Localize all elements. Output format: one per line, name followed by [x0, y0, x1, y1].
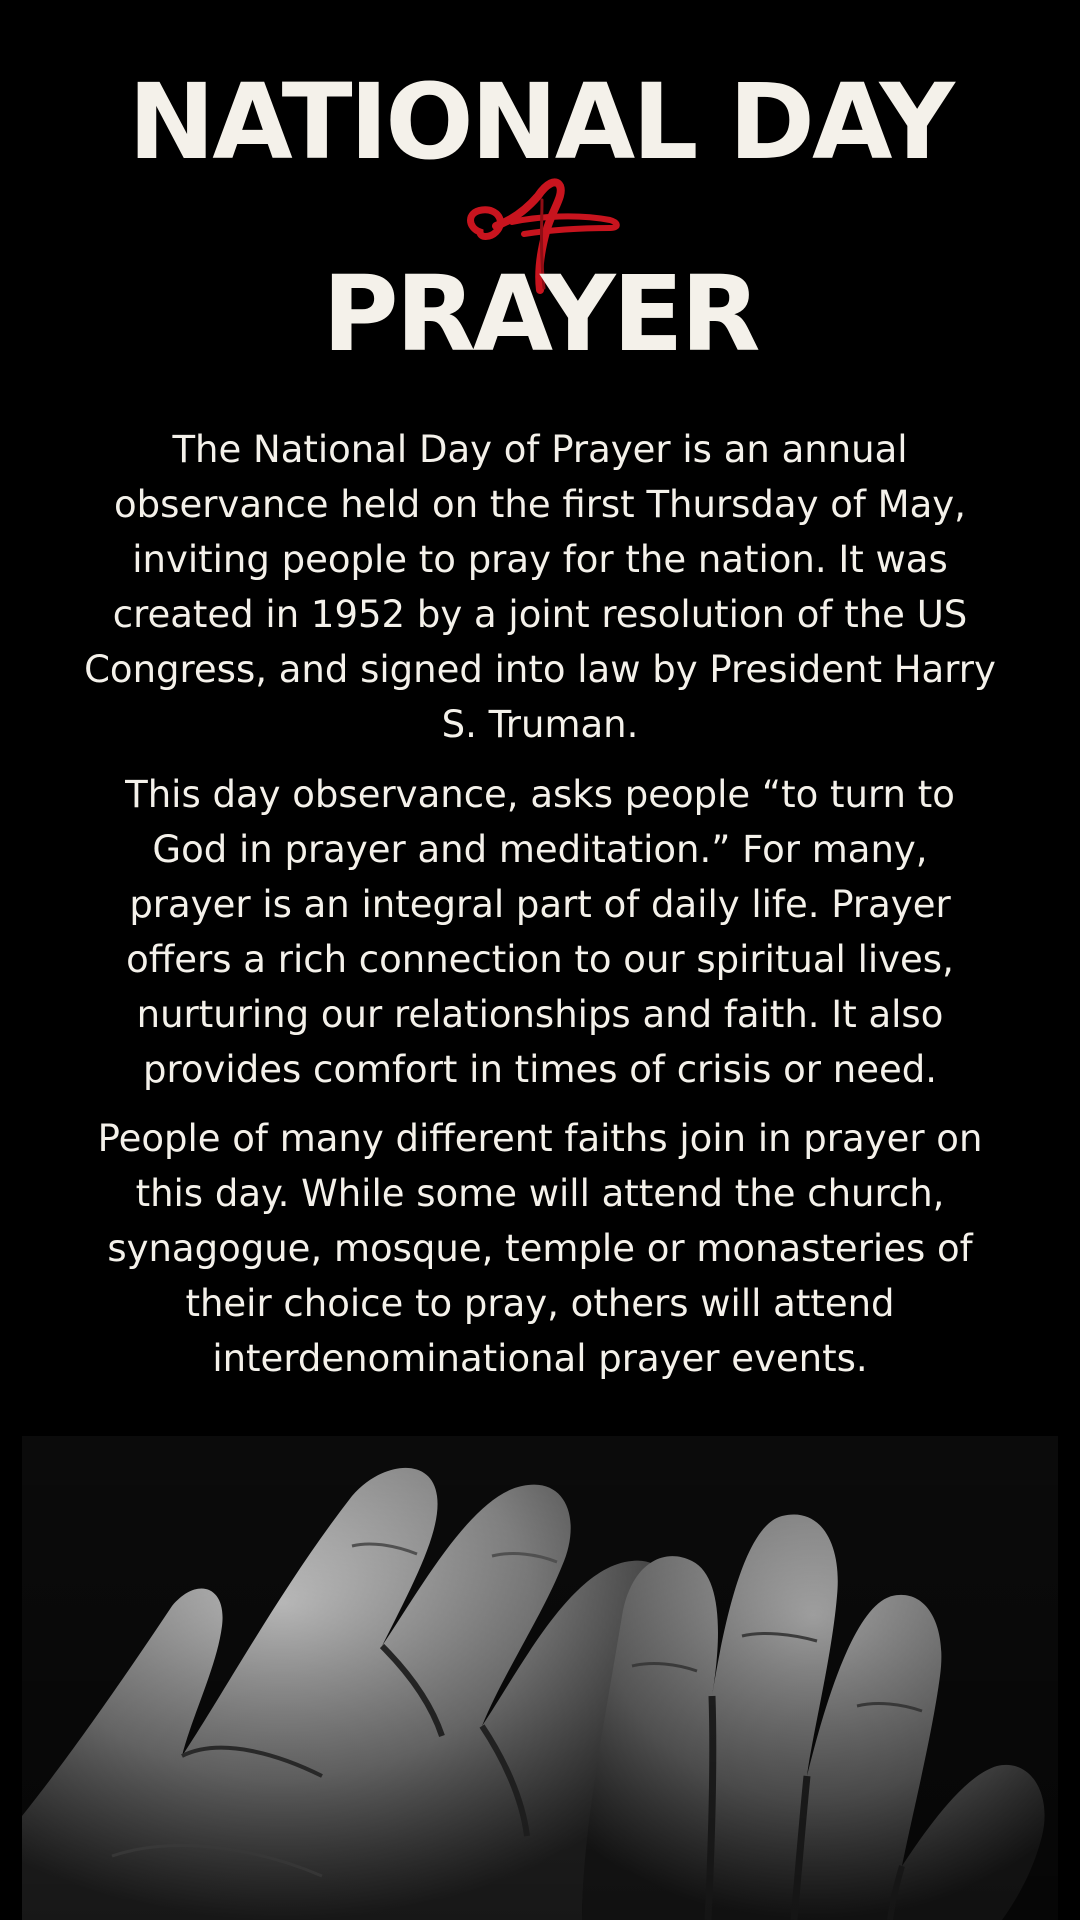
hands-icon: [22, 1436, 1058, 1920]
title-line-2: PRAYER: [322, 253, 758, 375]
praying-hands-photo: [22, 1436, 1058, 1920]
paragraph-observance: This day observance, asks people “to turn to God in prayer and meditation.” For many, prayer is an integral part of daily life. Prayer offers a rich connection to our spiritual lives, nurturing our relationships and faith. It also provides comfort in times of crisis or need.: [125, 773, 955, 1091]
paragraph-history: The National Day of Prayer is an annual observance held on the first Thursday of May, inviting people to pray for the nation. It was created in 1952 by a joint resolution of the US Congress, and signed into law by President Harry S. Truman.: [84, 428, 996, 746]
paragraph-faiths: People of many different faiths join in prayer on this day. While some will attend the church, synagogue, mosque, temple or monasteries of their choice to pray, others will attend interdenominational prayer events.: [97, 1117, 983, 1380]
title-line-1: NATIONAL DAY: [128, 61, 952, 183]
script-of-text: [460, 170, 461, 171]
